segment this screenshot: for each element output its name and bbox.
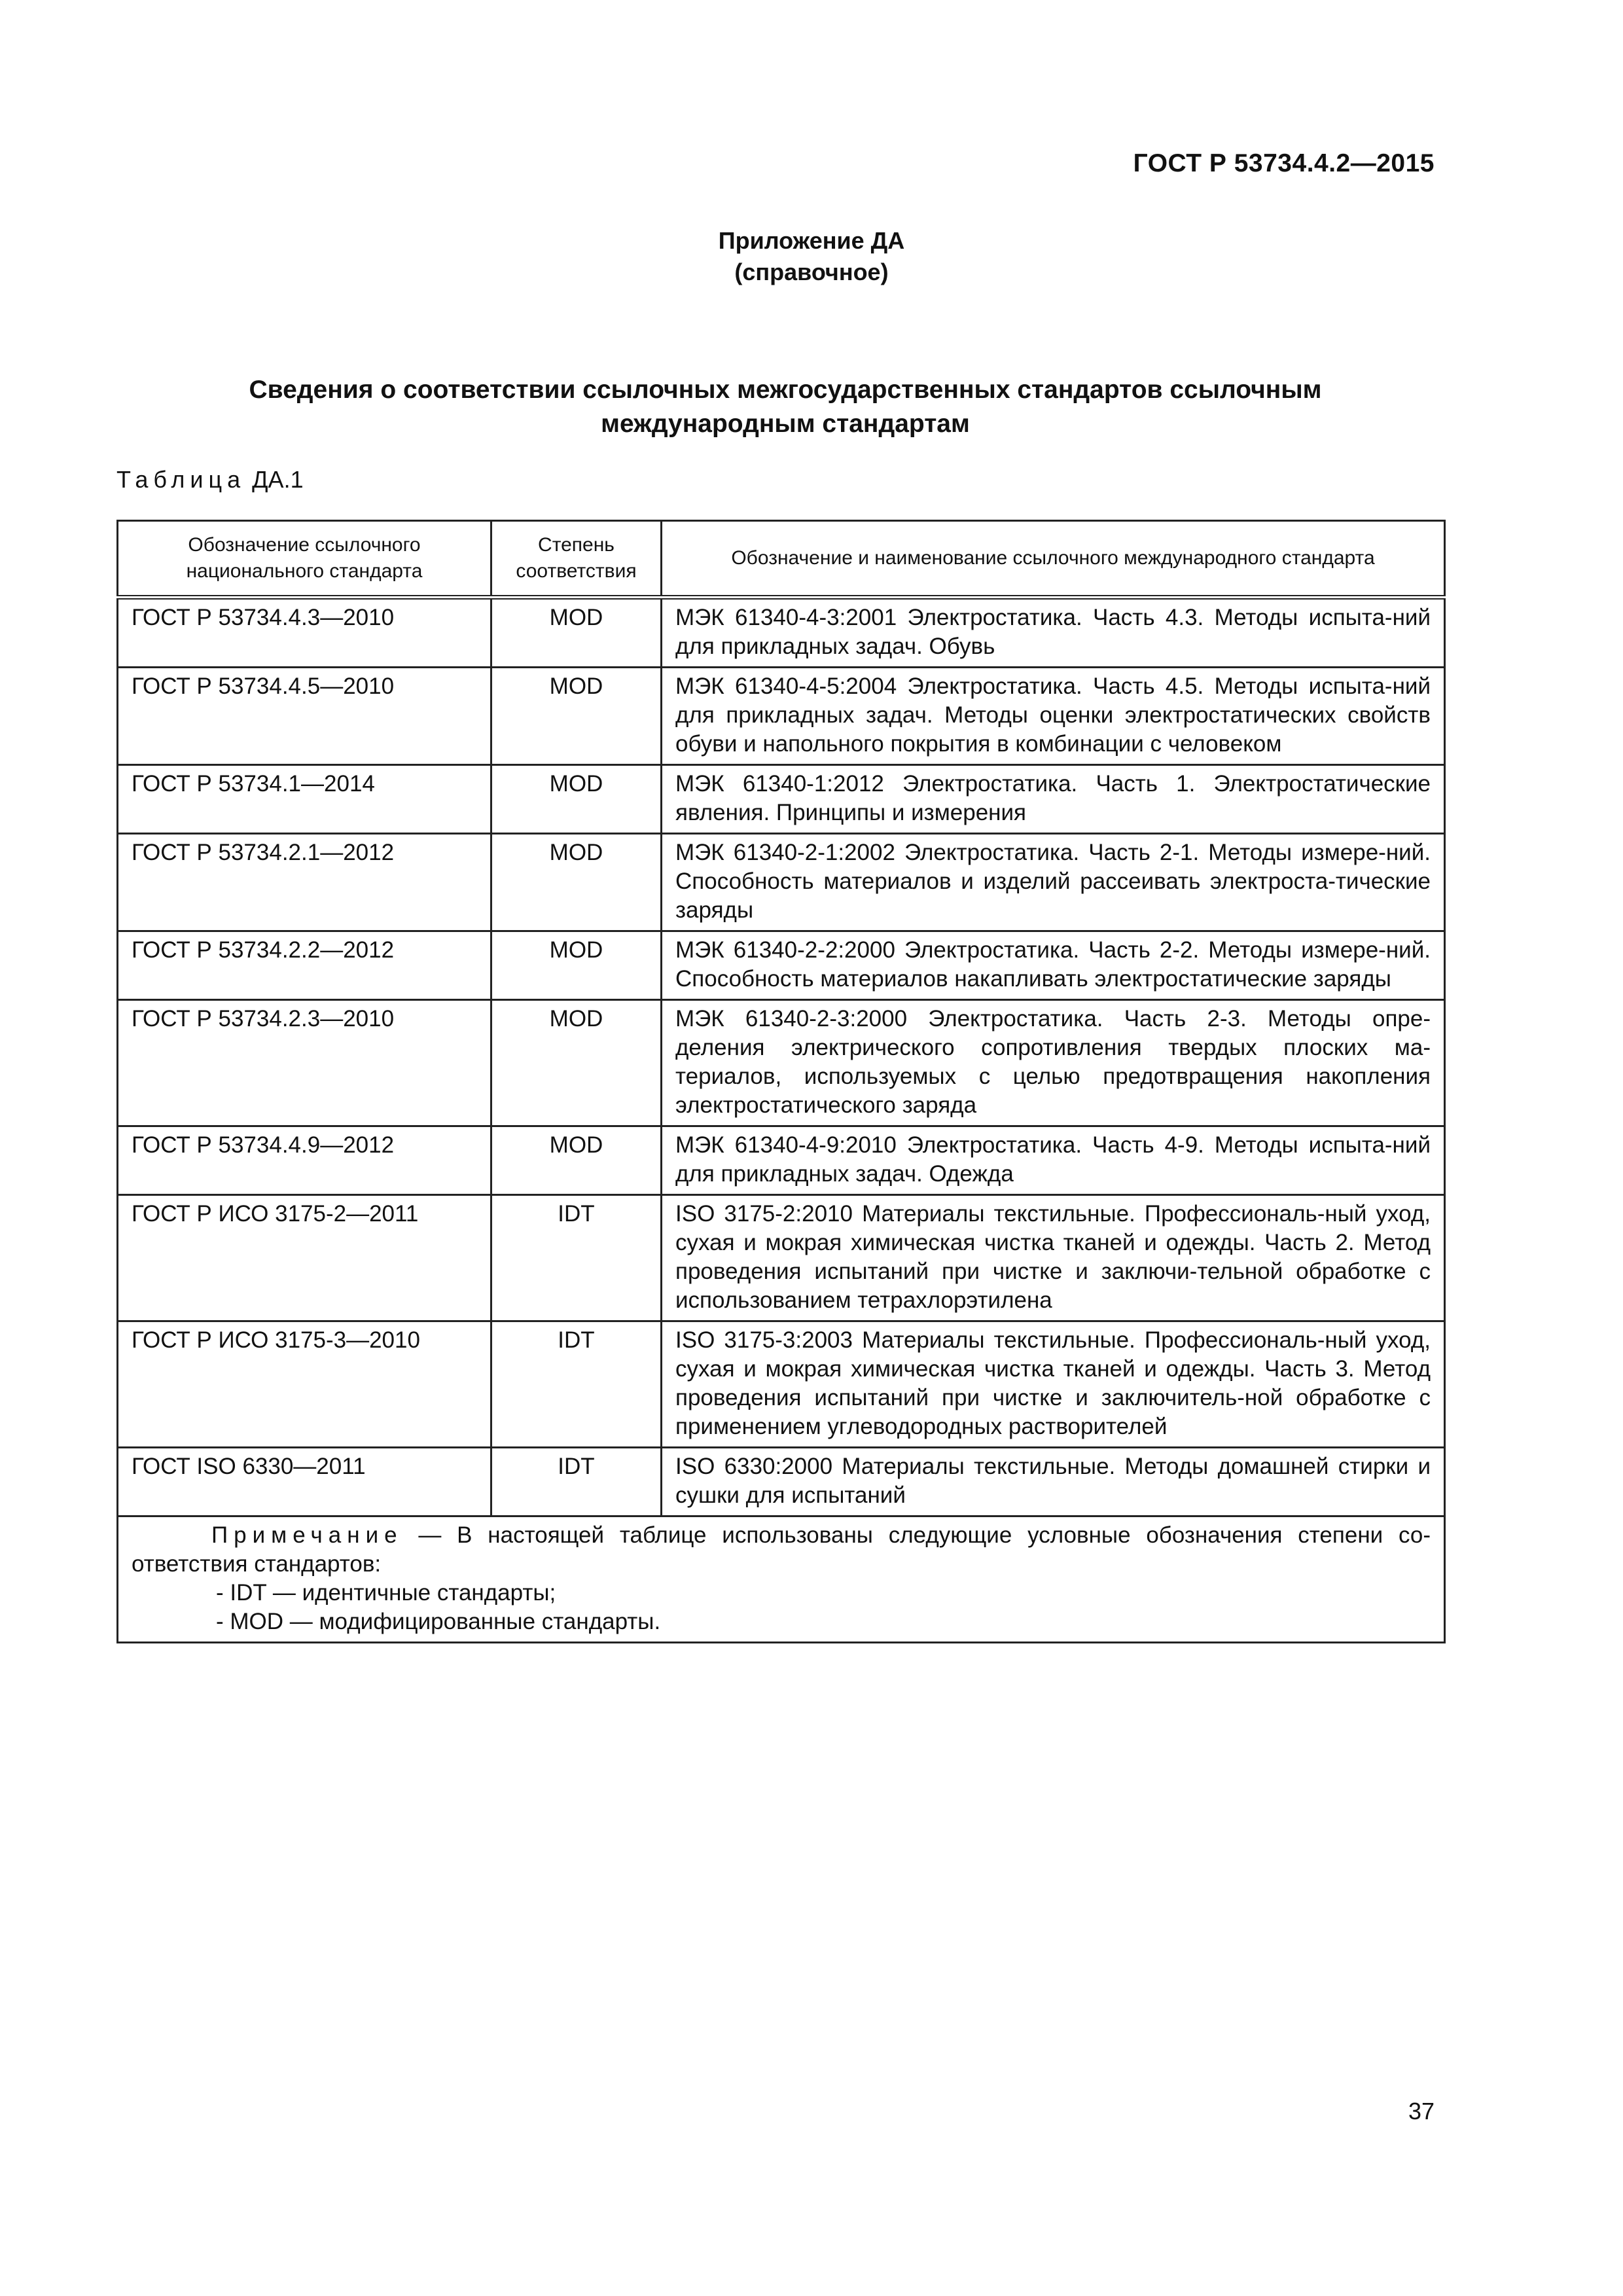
appendix-type: (справочное) xyxy=(734,259,889,285)
note-item-mod: - MOD — модифицированные стандарты. xyxy=(216,1609,661,1634)
international-standard-cell: ISO 3175-3:2003 Материалы текстильные. Профессиональ-ный уход, сухая и мокрая химическая чистка тканей и одежды. Часть 3. Метод проведения испытаний при чистке и заключитель-ной обработке с применением углеводородных растворителей xyxy=(662,1321,1445,1448)
header-degree xyxy=(491,521,662,598)
table-row xyxy=(118,931,1445,1000)
note-text: — В настоящей таблице использованы следующие условные обозначения степени со-ответствия стандартов: xyxy=(132,1522,1431,1577)
international-standard-cell: МЭК 61340-4-9:2010 Электростатика. Часть 4-9. Методы испыта-ний для прикладных задач. Одежда xyxy=(662,1126,1445,1195)
international-standard-cell: МЭК 61340-1:2012 Электростатика. Часть 1. Электростатические явления. Принципы и измерения xyxy=(662,765,1445,834)
reference-standards-table xyxy=(116,520,1446,1643)
degree-cell: IDT xyxy=(491,1195,662,1321)
degree-cell: MOD xyxy=(491,765,662,834)
degree-cell: IDT xyxy=(491,1448,662,1516)
table-row xyxy=(118,1321,1445,1448)
national-standard-cell: ГОСТ Р ИСО 3175-2—2011 xyxy=(118,1195,491,1321)
appendix-heading xyxy=(0,225,1623,288)
international-standard-cell: ISO 6330:2000 Материалы текстильные. Методы домашней стирки и сушки для испытаний xyxy=(662,1448,1445,1516)
international-standard-cell: МЭК 61340-2-2:2000 Электростатика. Часть 2-2. Методы измере-ний. Способность материалов накапливать электростатические заряды xyxy=(662,931,1445,1000)
international-standard-cell: МЭК 61340-4-5:2004 Электростатика. Часть 4.5. Методы испыта-ний для прикладных задач. Методы оценки электростатических свойств обуви и напольного покрытия в комбинации с человеком xyxy=(662,668,1445,765)
note-intro xyxy=(132,1521,1431,1579)
national-standard-cell: ГОСТ Р 53734.4.3—2010 xyxy=(118,598,491,668)
international-standard-cell: ISO 3175-2:2010 Материалы текстильные. Профессиональ-ный уход, сухая и мокрая химическая чистка тканей и одежды. Часть 2. Метод проведения испытаний при чистке и заключи-тельной обработке с использованием тетрахлорэтилена xyxy=(662,1195,1445,1321)
header-national-line1: Обозначение ссылочного xyxy=(188,534,421,556)
table-caption-label: Таблица xyxy=(116,466,246,493)
note-item-idt: - IDT — идентичные стандарты; xyxy=(216,1580,556,1605)
national-standard-cell: ГОСТ Р 53734.1—2014 xyxy=(118,765,491,834)
degree-cell: MOD xyxy=(491,598,662,668)
degree-cell: MOD xyxy=(491,668,662,765)
page-number: 37 xyxy=(1408,2098,1435,2125)
national-standard-cell: ГОСТ Р ИСО 3175-3—2010 xyxy=(118,1321,491,1448)
degree-cell: MOD xyxy=(491,1126,662,1195)
header-degree-line1: Степень xyxy=(538,534,615,556)
table-row xyxy=(118,1448,1445,1516)
national-standard-cell: ГОСТ Р 53734.2.1—2012 xyxy=(118,834,491,931)
degree-cell: MOD xyxy=(491,931,662,1000)
section-title-line2: международным стандартам xyxy=(601,410,970,438)
international-standard-cell: МЭК 61340-4-3:2001 Электростатика. Часть 4.3. Методы испыта-ний для прикладных задач. Обувь xyxy=(662,598,1445,668)
appendix-title: Приложение ДА xyxy=(718,227,905,254)
table-row xyxy=(118,598,1445,668)
table-header-row xyxy=(118,521,1445,598)
section-title xyxy=(131,373,1440,441)
header-national-line2: национального стандарта xyxy=(186,560,423,582)
table-row xyxy=(118,765,1445,834)
table-row xyxy=(118,834,1445,931)
international-standard-cell: МЭК 61340-2-3:2000 Электростатика. Часть 2-3. Методы опре-деления электрического сопротивления твердых плоских ма-териалов, используемых с целью предотвращения накопления электростатического заряда xyxy=(662,1000,1445,1126)
table-caption xyxy=(116,466,304,493)
document-designation: ГОСТ Р 53734.4.2—2015 xyxy=(1133,149,1435,177)
table-note-row xyxy=(118,1516,1445,1643)
national-standard-cell: ГОСТ Р 53734.2.2—2012 xyxy=(118,931,491,1000)
table-caption-number: ДА.1 xyxy=(252,466,304,493)
header-degree-line2: соответствия xyxy=(516,560,637,582)
section-title-line1: Сведения о соответствии ссылочных межгосударственных стандартов ссылочным xyxy=(249,376,1322,404)
note-label: Примечание xyxy=(211,1522,403,1548)
header-international-standard: Обозначение и наименование ссылочного международного стандарта xyxy=(662,521,1445,598)
national-standard-cell: ГОСТ Р 53734.4.5—2010 xyxy=(118,668,491,765)
national-standard-cell: ГОСТ Р 53734.2.3—2010 xyxy=(118,1000,491,1126)
table-note xyxy=(118,1516,1445,1643)
table-row xyxy=(118,1195,1445,1321)
degree-cell: MOD xyxy=(491,1000,662,1126)
table-row xyxy=(118,668,1445,765)
header-national-standard xyxy=(118,521,491,598)
national-standard-cell: ГОСТ ISO 6330—2011 xyxy=(118,1448,491,1516)
degree-cell: IDT xyxy=(491,1321,662,1448)
table-row xyxy=(118,1000,1445,1126)
degree-cell: MOD xyxy=(491,834,662,931)
international-standard-cell: МЭК 61340-2-1:2002 Электростатика. Часть 2-1. Методы измере-ний. Способность материалов и изделий рассеивать электроста-тические заряды xyxy=(662,834,1445,931)
national-standard-cell: ГОСТ Р 53734.4.9—2012 xyxy=(118,1126,491,1195)
table-row xyxy=(118,1126,1445,1195)
